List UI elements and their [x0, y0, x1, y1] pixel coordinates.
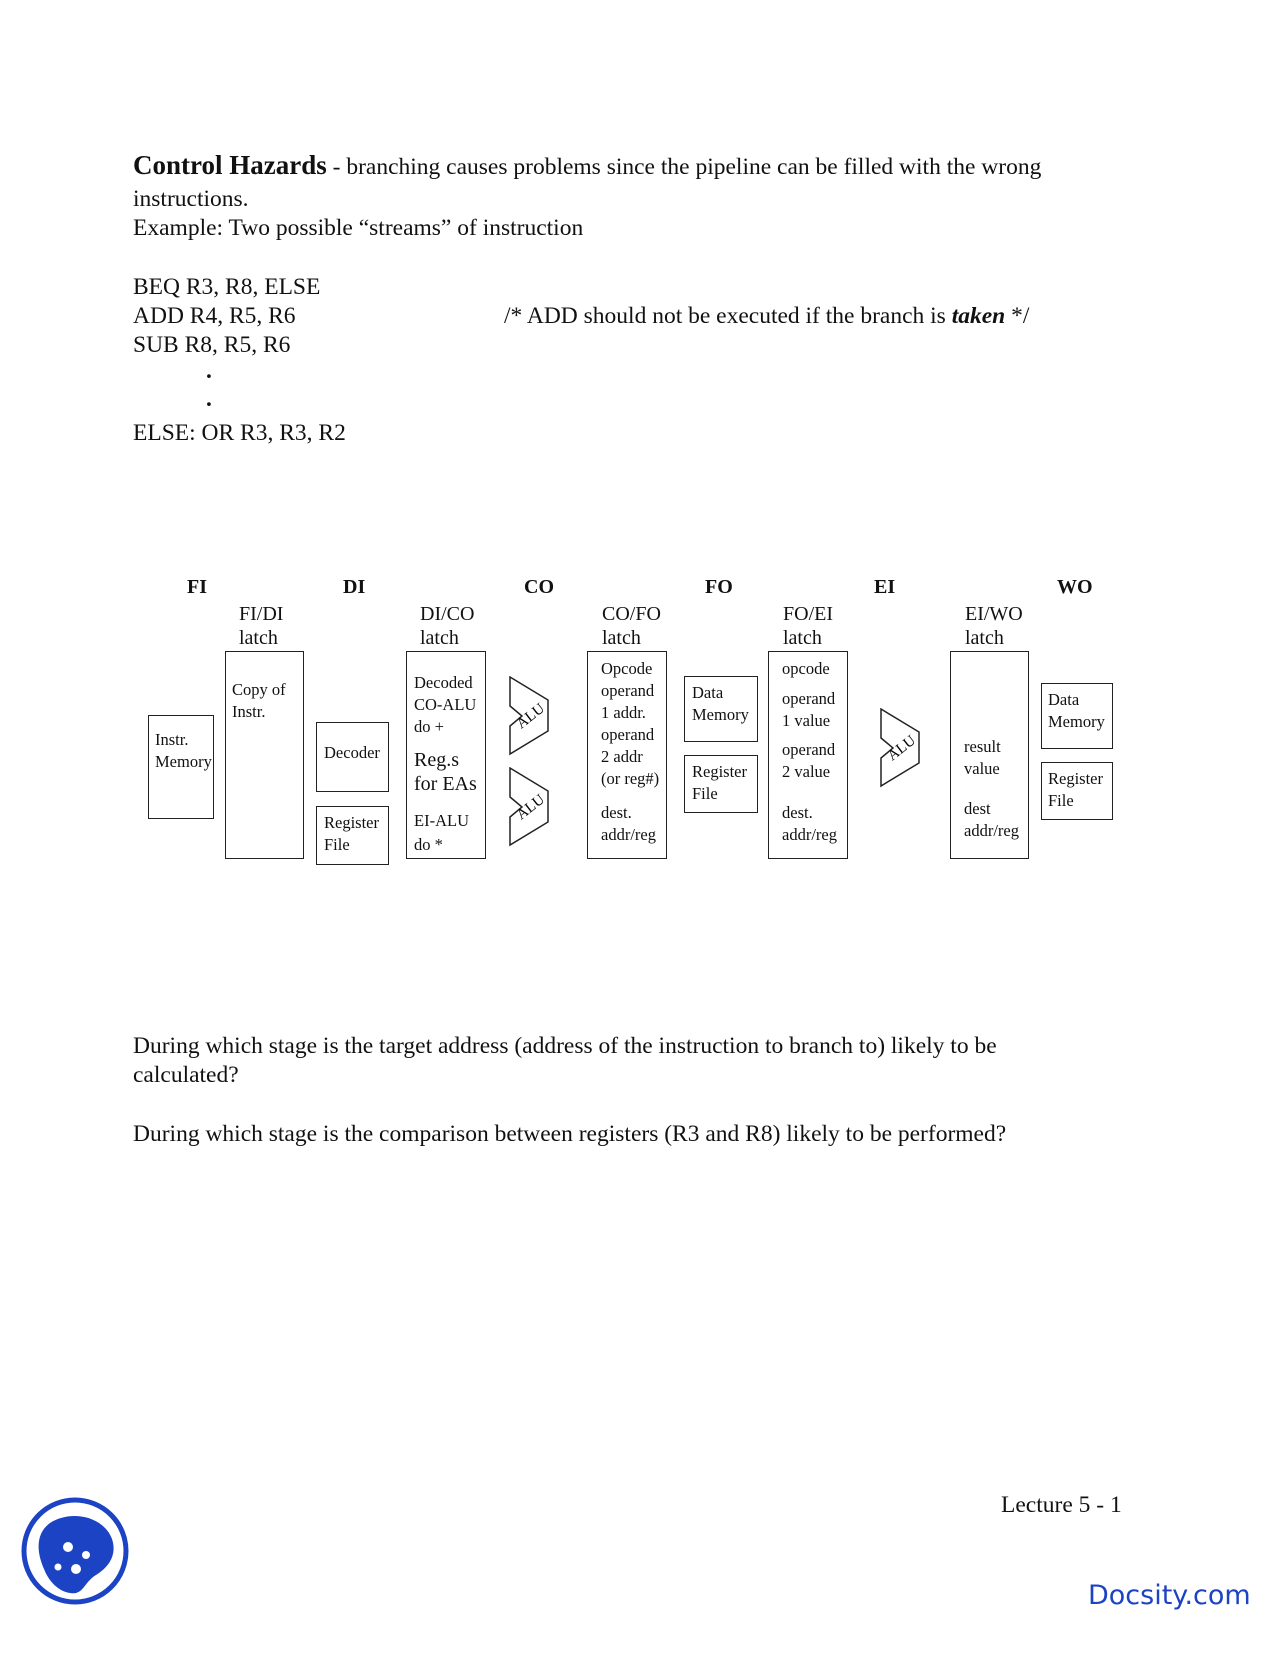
page-title: Control Hazards: [133, 150, 327, 180]
heading-rest: - branching causes problems since the pipeline can be filled with the wrong: [326, 154, 1042, 180]
cofo-latch-box: Opcode operand 1 addr. operand 2 addr (or reg#) dest. addr/reg: [587, 651, 667, 859]
latch-label-fidi: FI/DI latch: [239, 603, 284, 649]
code-line-else: ELSE: OR R3, R3, R2: [133, 420, 346, 446]
code-ellipsis-dot-1: .: [206, 358, 212, 384]
code-line-sub: SUB R8, R5, R6: [133, 332, 291, 358]
alu-shape-co-upper: [508, 676, 552, 756]
heading-line-3: Example: Two possible “streams” of instruction: [133, 215, 584, 241]
decoder-box: Decoder: [316, 722, 389, 792]
stage-label-fi: FI: [187, 576, 207, 598]
instr-memory-box: Instr. Memory: [148, 715, 214, 819]
data-memory-fo-box: Data Memory: [684, 676, 758, 742]
alu-label: ALU: [884, 732, 919, 765]
stage-label-co: CO: [524, 576, 554, 598]
heading-line-1: [133, 150, 1041, 182]
register-file-fo-box: Register File: [684, 755, 758, 813]
stage-label-ei: EI: [874, 576, 896, 598]
eiwo-latch-box: result value dest addr/reg: [950, 651, 1029, 859]
alu-label: ALU: [513, 700, 548, 733]
comment-post: */: [1005, 303, 1030, 329]
docsity-brand-link[interactable]: Docsity.com: [1088, 1580, 1251, 1611]
comment-pre: /* ADD should not be executed if the branch is: [504, 303, 952, 329]
code-ellipsis-dot-2: .: [206, 386, 212, 412]
comment-emphasis: taken: [951, 303, 1006, 329]
code-comment: [504, 301, 1029, 331]
docsity-logo-icon[interactable]: [20, 1495, 130, 1607]
alu-label: ALU: [513, 791, 548, 824]
code-line-add: ADD R4, R5, R6: [133, 303, 296, 329]
question-1-line-1: During which stage is the target address (address of the instruction to branch to) likely to be: [133, 1033, 997, 1059]
latch-label-cofo: CO/FO latch: [602, 603, 661, 649]
stage-label-fo: FO: [705, 576, 733, 598]
code-line-beq: BEQ R3, R8, ELSE: [133, 274, 321, 300]
dico-latch-box: Decoded CO-ALU do + Reg.s for EAs EI-ALU do *: [406, 651, 486, 859]
stage-label-di: DI: [343, 576, 366, 598]
register-file-wo-box: Register File: [1041, 762, 1113, 820]
alu-shape-ei: [879, 708, 923, 788]
heading-line-2: instructions.: [133, 186, 249, 212]
alu-shape-co-lower: [508, 767, 552, 847]
lecture-footer: Lecture 5 - 1: [1001, 1492, 1122, 1518]
question-2: During which stage is the comparison between registers (R3 and R8) likely to be performed?: [133, 1121, 1007, 1147]
latch-label-eiwo: EI/WO latch: [965, 603, 1023, 649]
latch-label-foei: FO/EI latch: [783, 603, 833, 649]
question-1-line-2: calculated?: [133, 1062, 239, 1088]
register-file-di-box: Register File: [316, 806, 389, 865]
stage-label-wo: WO: [1057, 576, 1093, 598]
fidi-latch-box: Copy of Instr.: [225, 651, 304, 859]
data-memory-wo-box: Data Memory: [1041, 683, 1113, 749]
foei-latch-box: opcode operand 1 value operand 2 value dest. addr/reg: [768, 651, 848, 859]
latch-label-dico: DI/CO latch: [420, 603, 475, 649]
